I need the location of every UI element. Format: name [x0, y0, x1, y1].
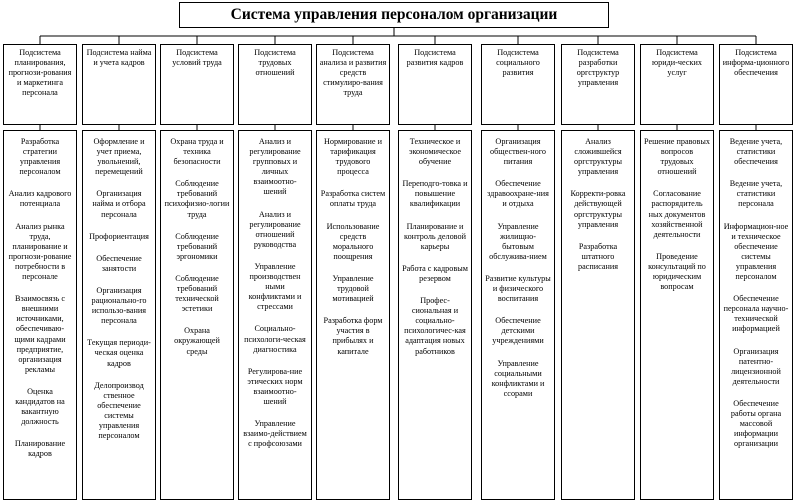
- function-item: Обеспечение работы органа массовой информации организации: [730, 398, 782, 449]
- subsystem-functions-10: [719, 130, 793, 500]
- function-item: Использование средств морального поощрения: [326, 221, 380, 261]
- function-item: Проведение консультаций по юридическим вопросам: [648, 251, 706, 292]
- function-item: Социально-психологи-ческая диагностика: [244, 324, 306, 354]
- function-item: Переподго-товка и повышение квалификации: [402, 179, 468, 209]
- subsystem-functions-7: [481, 130, 555, 500]
- function-item: Взаимосвязь с внешними источниками, обеспечиваю-щими кадрами предприятие, организация рекламы: [14, 294, 66, 374]
- function-item: Техническое и экономическое обучение: [408, 137, 462, 167]
- function-item: Анализ и регулирование групповых и личных взаимоотно-шений: [249, 137, 301, 197]
- subsystem-header-10: Подсистема информа-ционного обеспечения: [719, 44, 793, 125]
- subsystem-header-2: Подсистема найма и учета кадров: [82, 44, 156, 125]
- subsystem-functions-4: [238, 130, 312, 500]
- subsystem-functions-6: [398, 130, 472, 500]
- function-item: Работа с кадровым резервом: [402, 263, 468, 283]
- function-item: Организация обществен-ного питания: [490, 137, 546, 167]
- function-item: Оценка кандидатов на вакантную должность: [15, 386, 65, 427]
- function-item: Соблюдение требований психофизио-логии труда: [164, 179, 230, 219]
- function-item: Разработка стратегии управления персоналом: [19, 137, 61, 177]
- function-item: Управление взаимо-действием с профсоюзами: [243, 419, 307, 449]
- function-item: Управление жилищно-бытовым обслужива-нием: [489, 221, 547, 261]
- subsystem-header-7: Подсистема социального развития: [481, 44, 555, 125]
- function-item: Согласование распорядитель ных документов хозяйственной деятельности: [648, 189, 706, 239]
- subsystem-functions-9: [640, 130, 714, 500]
- subsystem-header-5: Подсистема анализа и развития средств стимулиро-вания труда: [316, 44, 390, 125]
- function-item: Профес-сиональная и социально-психологичес-кая адаптация новых работников: [404, 296, 466, 356]
- function-item: Охрана окружающей среды: [174, 326, 220, 356]
- function-item: Обеспечение детскими учреждениями: [492, 316, 544, 346]
- function-item: Нормирование и тарификация трудового процесса: [324, 137, 382, 177]
- function-item: Анализ и регулирование отношений руководства: [249, 209, 301, 249]
- subsystem-functions-3: [160, 130, 234, 500]
- function-item: Управление производствен ными конфликтами и стрессами: [248, 261, 302, 312]
- function-item: Обеспечение персонала научно-технической информацией: [723, 294, 789, 334]
- function-item: Анализ сложившейся оргструктуры управления: [574, 137, 622, 177]
- function-item: Управление трудовой мотивацией: [332, 273, 374, 304]
- function-item: Регулирова-ние этических норм взаимоотно-шений: [247, 366, 303, 406]
- subsystem-functions-2: [82, 130, 156, 500]
- function-item: Информацион-ное и техническое обеспечение системы управления персоналом: [723, 221, 789, 282]
- function-item: Анализ кадрового потенциала: [8, 189, 72, 209]
- function-item: Оформление и учет приема, увольнений, перемещений: [93, 137, 145, 177]
- function-item: Делопроизвод ственное обеспечение системы управления персоналом: [94, 380, 144, 441]
- diagram-title: Система управления персоналом организации: [179, 2, 609, 28]
- subsystem-header-8: Подсистема разработки оргструктур управления: [561, 44, 635, 125]
- function-item: Планирование и контроль деловой карьеры: [404, 221, 466, 251]
- subsystem-functions-5: [316, 130, 390, 500]
- function-item: Профориентация: [89, 231, 149, 241]
- function-item: Решение правовых вопросов трудовых отношений: [644, 137, 710, 177]
- subsystem-header-6: Подсистема развития кадров: [398, 44, 472, 125]
- function-item: Ведение учета, статистики персонала: [729, 179, 783, 209]
- function-item: Ведение учета, статистики обеспечения: [729, 137, 783, 167]
- function-item: Анализ рынка труда, планирование и прогнози-рование потребности в персонале: [8, 221, 72, 282]
- function-item: Обеспечение занятости: [96, 253, 142, 273]
- function-item: Развитие культуры и физического воспитания: [485, 273, 551, 304]
- subsystem-header-3: Подсистема условий труда: [160, 44, 234, 125]
- subsystem-functions-8: [561, 130, 635, 500]
- function-item: Текущая периоди-ческая оценка кадров: [87, 338, 151, 368]
- subsystem-functions-1: [3, 130, 77, 500]
- subsystem-header-9: Подсистема юриди-ческих услуг: [640, 44, 714, 125]
- function-item: Разработка систем оплаты труда: [320, 189, 386, 209]
- function-item: Разработка штатного расписания: [577, 241, 619, 271]
- subsystem-header-4: Подсистема трудовых отношений: [238, 44, 312, 125]
- function-item: Соблюдение требований технической эстетики: [175, 273, 219, 314]
- function-item: Разработка форм участия в прибылях и капитале: [323, 316, 383, 356]
- function-item: Организация патентно-лицензионной деятельности: [731, 346, 781, 386]
- function-item: Планирование кадров: [14, 439, 66, 459]
- function-item: Соблюдение требований эргономики: [175, 231, 219, 261]
- function-item: Управление социальными конфликтами и ссорами: [491, 358, 545, 398]
- function-item: Корректи-ровка действующей оргструктуры управления: [570, 189, 626, 229]
- function-item: Организация рационально-го использо-вания персонала: [91, 285, 147, 326]
- function-item: Охрана труда и техника безопасности: [170, 137, 224, 167]
- function-item: Организация найма и отбора персонала: [92, 189, 146, 219]
- subsystem-header-1: Подсистема планирования, прогнози-рования и маркетинга персонала: [3, 44, 77, 125]
- function-item: Обеспечение здравоохране-ния и отдыха: [487, 179, 549, 209]
